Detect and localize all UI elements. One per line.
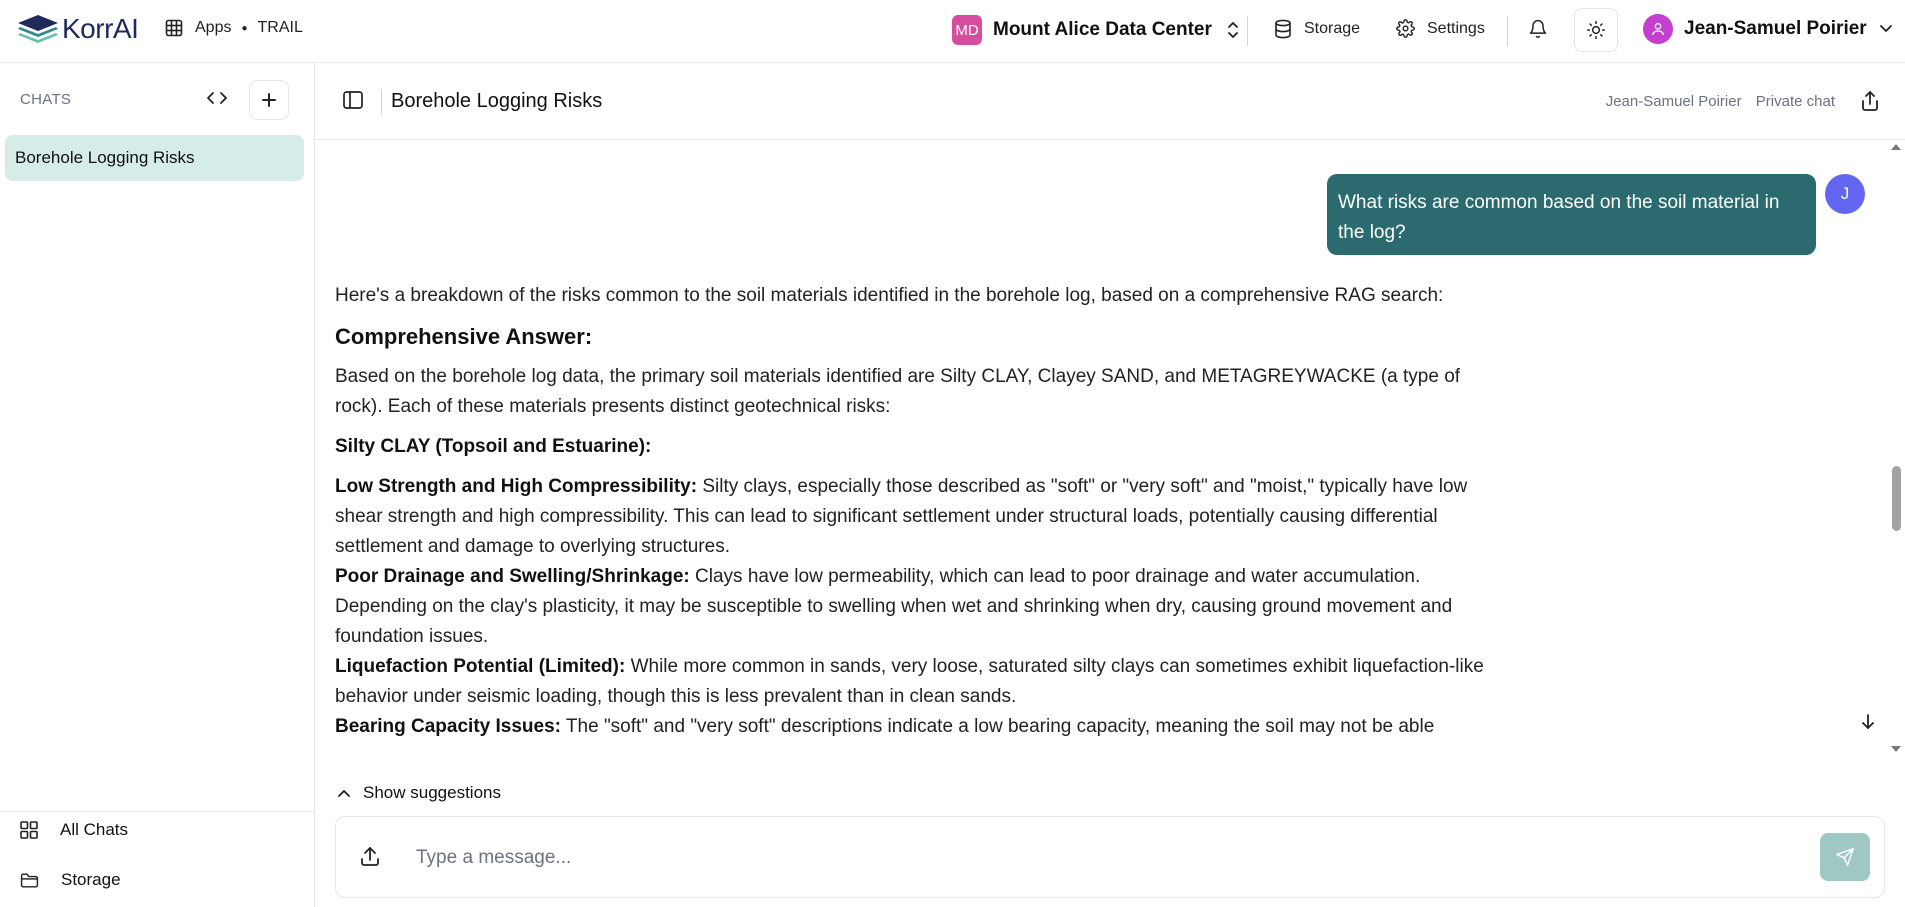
message-composer [335,816,1885,898]
attach-file-button[interactable] [360,847,380,872]
sidebar-chat-item[interactable] [5,135,304,181]
logo-text: KorrAI [62,13,139,44]
user-icon [1650,21,1666,37]
risk-title: Low Strength and High Compressibility: [335,476,698,497]
sidebar-heading: CHATS [20,91,72,108]
gear-icon [1396,19,1415,38]
notifications-button[interactable] [1528,18,1548,45]
risk-text: Clays have low permeability, which can lead to poor drainage and water accumulation. Depending on the clay's plasticity, it may be susceptible to swelling when wet and shrinking when dry, causing ground movement and foundation issues. [335,566,1453,647]
risk-item [335,562,1485,652]
apps-menu[interactable] [165,19,303,37]
plus-icon [261,92,277,108]
divider [1247,16,1248,46]
settings-label: Settings [1427,19,1485,37]
avatar: J [1825,174,1865,214]
message-input[interactable] [416,841,1716,875]
divider [1507,16,1508,46]
risk-title: Liquefaction Potential (Limited): [335,656,626,677]
risk-item [335,652,1485,712]
organization-switcher[interactable] [952,15,1240,45]
layers-logo-icon [16,13,60,45]
grid-icon [20,821,38,839]
upload-icon [360,847,380,867]
scrollbar-up-arrow[interactable] [1891,144,1901,150]
answer-heading: Comprehensive Answer: [335,324,593,349]
chat-meta [1606,93,1835,110]
arrow-down-icon [1860,713,1876,731]
risk-text: The "soft" and "very soft" descriptions indicate a low bearing capacity, meaning the soil may not be able [565,716,1435,737]
sidebar-panel-icon [343,91,363,109]
chat-visibility: Private chat [1755,93,1835,110]
avatar [1643,14,1673,44]
database-icon [1274,19,1292,39]
sun-icon [1586,20,1606,40]
storage-sidebar-link[interactable] [20,870,121,890]
grid-icon [165,19,183,37]
all-chats-label: All Chats [60,820,129,839]
org-badge: MD [952,15,982,45]
storage-sidebar-label: Storage [61,870,121,889]
risk-item [335,472,1485,562]
bell-icon [1528,18,1548,40]
korrai-logo[interactable] [16,13,138,45]
risk-title: Poor Drainage and Swelling/Shrinkage: [335,566,690,587]
send-icon [1835,847,1855,867]
answer-intro: Here's a breakdown of the risks common to the soil materials identified in the borehole log, based on a comprehensive RAG search: [335,285,1444,306]
chat-title: Borehole Logging Risks [391,90,603,112]
settings-link[interactable] [1396,19,1485,38]
show-suggestions-label: Show suggestions [363,783,501,802]
org-name: Mount Alice Data Center [993,19,1212,40]
scrollbar[interactable] [1890,140,1905,762]
separator-dot: ● [241,22,248,34]
sidebar-chat-label: Borehole Logging Risks [15,148,195,167]
user-menu[interactable] [1643,14,1893,44]
chevron-up-icon [337,788,351,798]
chat-header [315,63,1905,140]
risk-title: Bearing Capacity Issues: [335,716,561,737]
user-message: What risks are common based on the soil material in the log? [1327,174,1816,255]
code-icon [206,89,228,107]
send-button[interactable] [1820,833,1870,881]
message-list[interactable] [315,140,1890,762]
assistant-message [335,281,1485,742]
risk-text: Silty clays, especially those described as "soft" or "very soft" and "moist," typically have low shear strength and high compressibility. This can lead to significant settlement under structural loads, potentially causing differential settlement and damage to overlying structures. [335,476,1468,557]
theme-toggle-button[interactable] [1574,8,1618,52]
storage-link[interactable] [1274,19,1360,39]
storage-label: Storage [1304,20,1361,37]
plan-label: TRAIL [257,19,303,36]
scrollbar-thumb[interactable] [1892,466,1901,531]
toggle-panel-button[interactable] [343,91,363,114]
answer-summary: Based on the borehole log data, the primary soil materials identified are Silty CLAY, Clayey SAND, and METAGREYWACKE (a type of rock). Each of these materials presents distinct geotechnical risks: [335,366,1461,417]
show-suggestions-toggle[interactable] [337,783,501,803]
all-chats-link[interactable] [20,820,128,840]
risk-text: While more common in sands, very loose, saturated silty clays can sometimes exhibit liquefaction-like behavior under seismic loading, though this is less prevalent than in clean sands. [335,656,1484,707]
user-name: Jean-Samuel Poirier [1684,18,1867,39]
scrollbar-down-arrow[interactable] [1891,746,1901,752]
divider [381,89,382,115]
answer-section-title: Silty CLAY (Topsoil and Estuarine): [335,436,652,457]
collapse-sidebar-button[interactable] [206,89,228,112]
scroll-to-bottom-button[interactable] [1860,713,1876,736]
folder-icon [20,872,39,889]
share-icon [1861,91,1879,111]
chat-owner: Jean-Samuel Poirier [1605,93,1742,110]
sidebar-footer [0,811,315,812]
chevron-updown-icon [1226,21,1240,39]
share-button[interactable] [1861,91,1879,116]
apps-label: Apps [195,19,232,36]
new-chat-button[interactable] [249,80,289,120]
sidebar [0,63,315,907]
chevron-down-icon [1879,24,1893,34]
top-navigation [0,0,1905,63]
risk-item [335,712,1485,742]
